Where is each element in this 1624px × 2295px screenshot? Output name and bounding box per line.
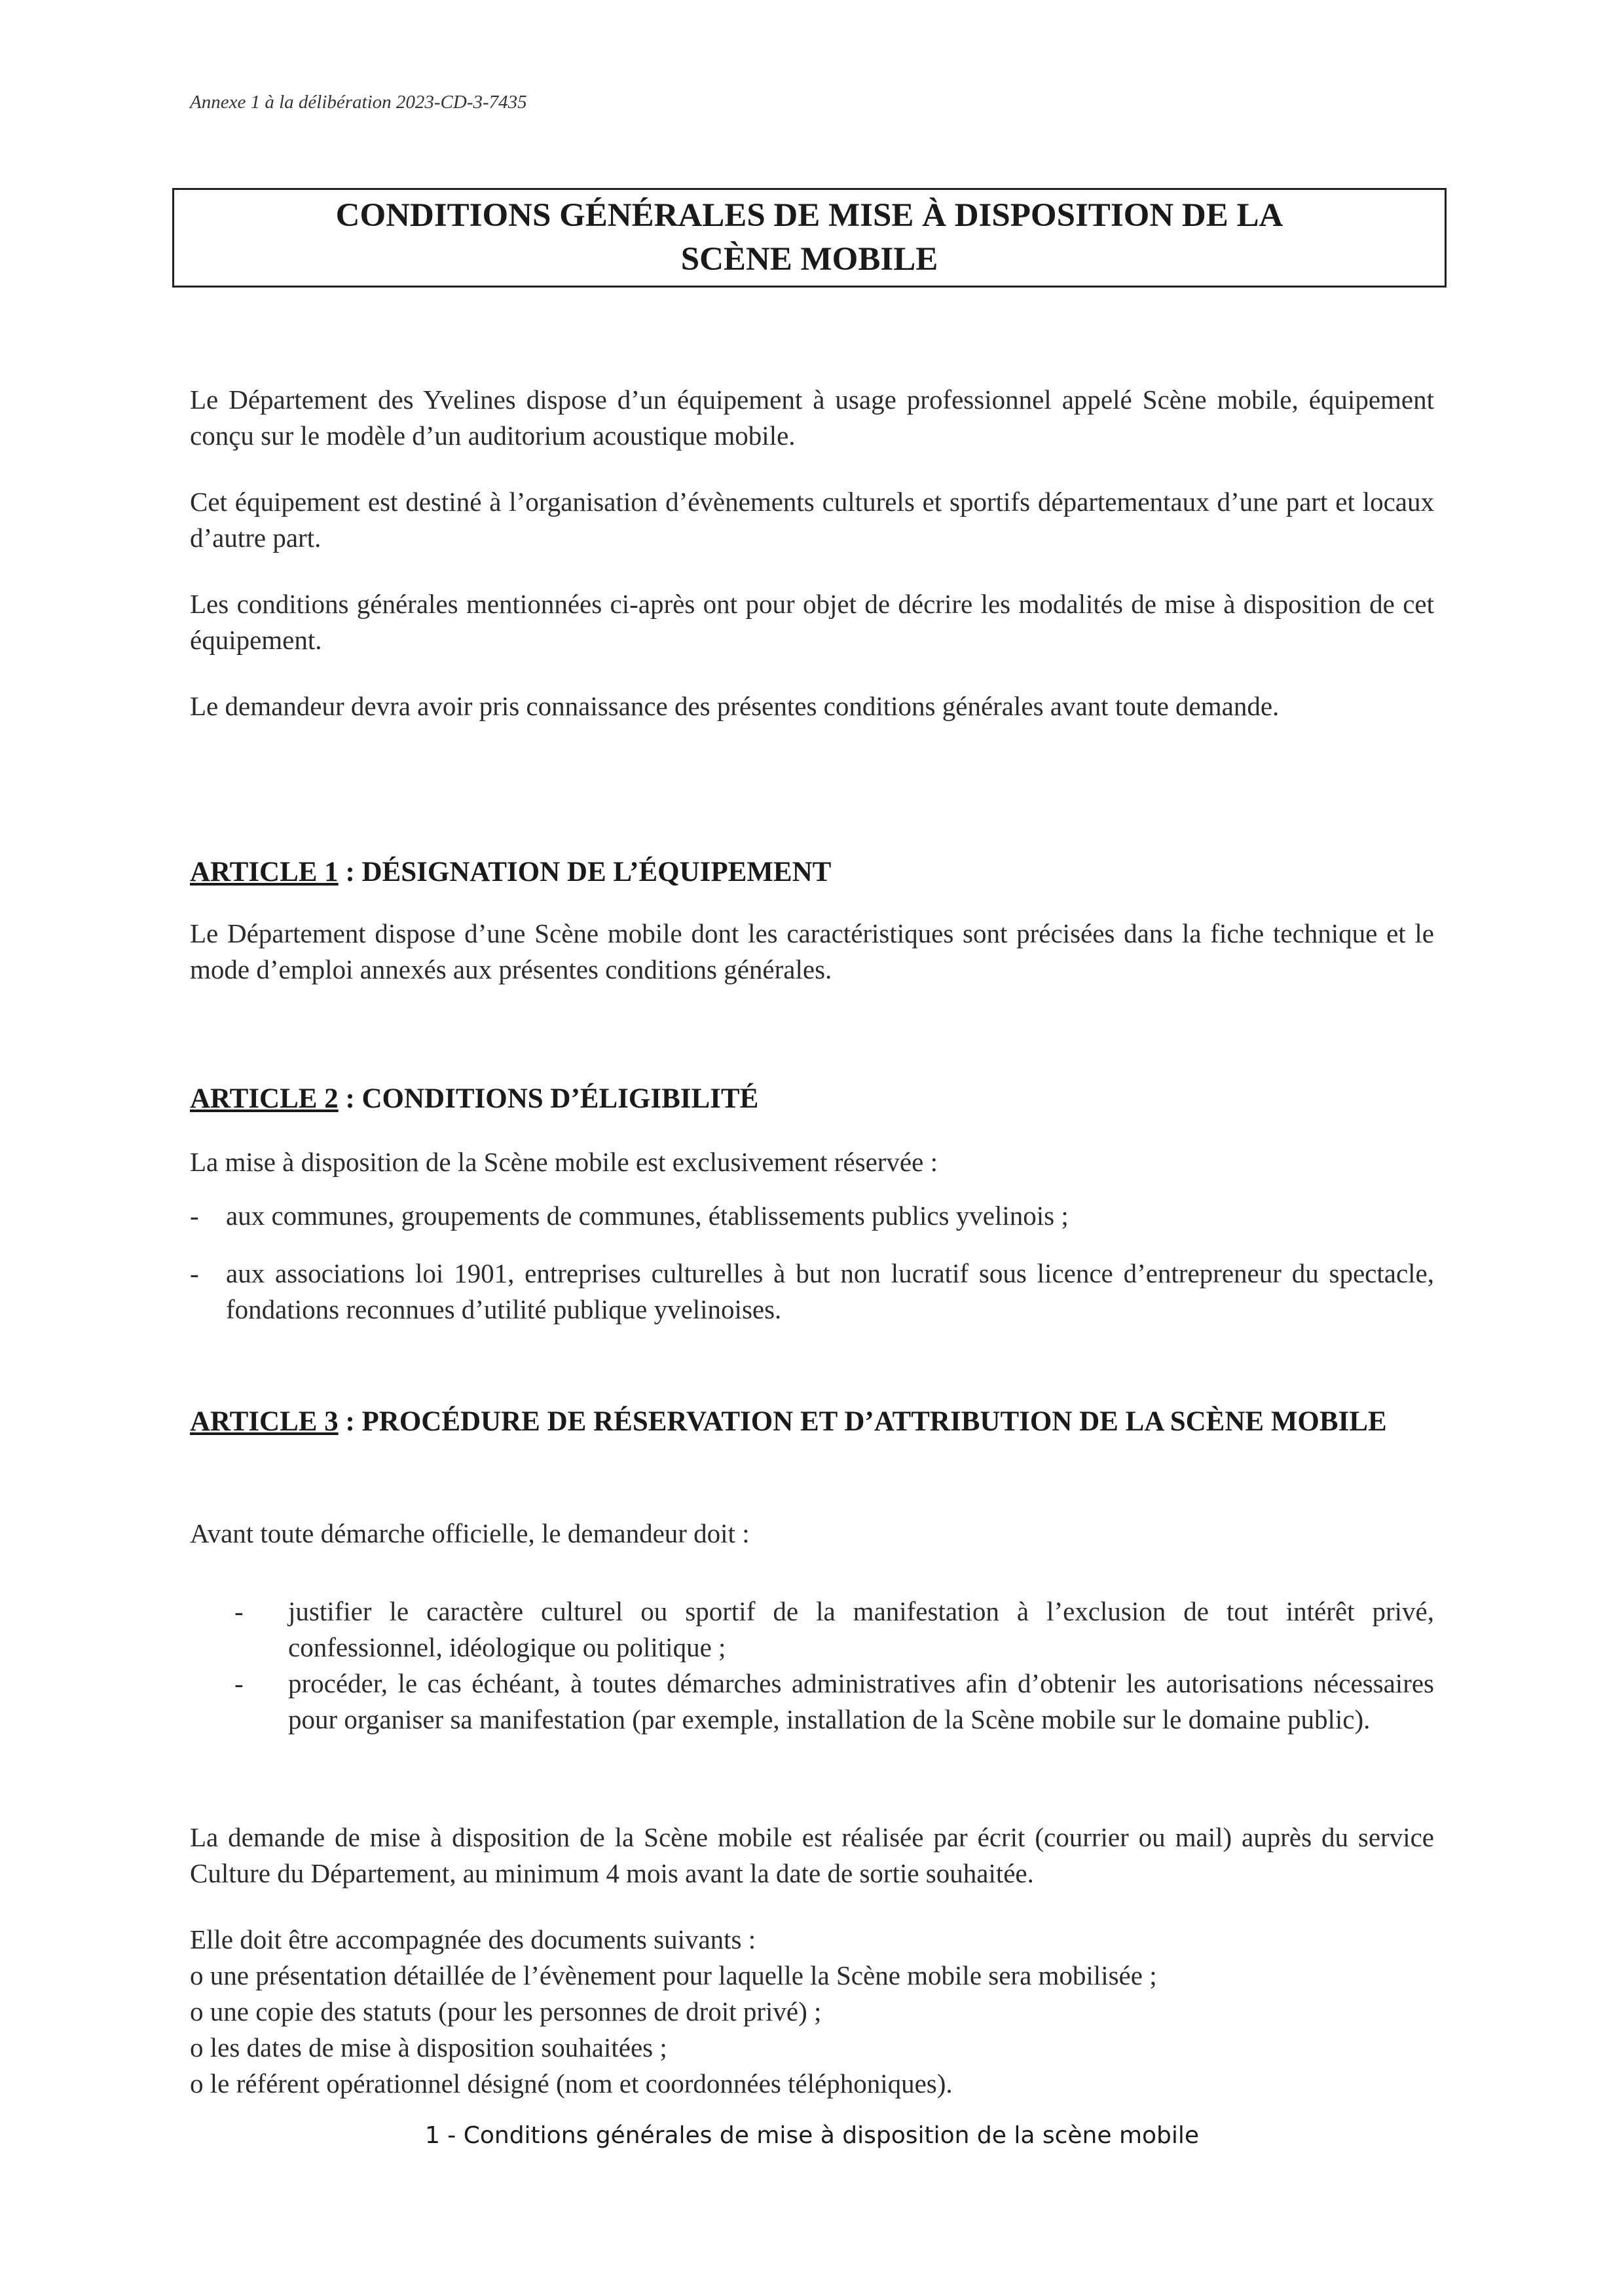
document-item: o une copie des statuts (pour les personnes de droit privé) ; — [190, 1996, 822, 2026]
intro-paragraph-1: Le Département des Yvelines dispose d’un équipement à usage professionnel appelé Scène mobile, équipement conçu sur le modèle d’un auditorium acoustique mobile. — [190, 384, 1434, 451]
article-1-title: : DÉSIGNATION DE L’ÉQUIPEMENT — [338, 857, 832, 887]
article-2-title: : CONDITIONS D’ÉLIGIBILITÉ — [338, 1083, 759, 1114]
title-box — [172, 188, 1447, 288]
page-footer: 1 - Conditions générales de mise à disposition de la scène mobile — [424, 2122, 1200, 2149]
document-title — [318, 194, 1301, 282]
document-item: o les dates de mise à disposition souhaitées ; — [190, 2032, 667, 2062]
intro-paragraph-2: Cet équipement est destiné à l’organisation d’évènements culturels et sportifs départementaux d’une part et locaux d’autre part. — [190, 487, 1434, 553]
document-item: o une présentation détaillée de l’évènement pour laquelle la Scène mobile sera mobilisée ; — [190, 1960, 1157, 1990]
title-line-2: SCÈNE MOBILE — [680, 241, 938, 278]
article-2-label: ARTICLE 2 — [190, 1083, 339, 1114]
list-item: - procéder, le cas échéant, à toutes démarches administratives afin d’obtenir les autorisations nécessaires pour organiser sa manifestation (par exemple, installation de la Scène mobile sur le domaine public). — [234, 1668, 1434, 1734]
article-1-text: Le Département dispose d’une Scène mobile dont les caractéristiques sont précisées dans la fiche technique et le mode d’emploi annexés aux présentes conditions générales. — [190, 918, 1434, 984]
list-item: - aux communes, groupements de communes, établissements publics yvelinois ; — [190, 1201, 1069, 1231]
article-3-title: : PROCÉDURE DE RÉSERVATION ET D’ATTRIBUTION DE LA SCÈNE MOBILE — [338, 1406, 1387, 1437]
article-3-docs-intro: Elle doit être accompagnée des documents suivants : — [190, 1924, 756, 1954]
intro-paragraph-3: Les conditions générales mentionnées ci-après ont pour objet de décrire les modalités de mise à disposition de cet équipement. — [190, 589, 1434, 655]
article-3-heading — [190, 1404, 1434, 1440]
list-item: - justifier le caractère culturel ou sportif de la manifestation à l’exclusion de tout intérêt privé, confessionnel, idéologique ou politique ; — [234, 1596, 1434, 1662]
article-3-text: Avant toute démarche officielle, le demandeur doit : — [190, 1518, 750, 1548]
intro-paragraph-4: Le demandeur devra avoir pris connaissance des présentes conditions générales avant toute demande. — [190, 691, 1280, 721]
article-3-label: ARTICLE 3 — [190, 1406, 339, 1437]
article-3-request: La demande de mise à disposition de la Scène mobile est réalisée par écrit (courrier ou mail) auprès du service Culture du Département, au minimum 4 mois avant la date de sortie souhaitée. — [190, 1822, 1434, 1888]
article-1-label: ARTICLE 1 — [190, 857, 339, 887]
title-line-1: CONDITIONS GÉNÉRALES DE MISE À DISPOSITION DE LA — [335, 197, 1283, 234]
document-item: o le référent opérationnel désigné (nom et coordonnées téléphoniques). — [190, 2068, 953, 2099]
article-2-heading — [190, 1081, 1434, 1117]
annex-reference: Annexe 1 à la délibération 2023-CD-3-7435 — [190, 92, 527, 113]
article-2-text: La mise à disposition de la Scène mobile est exclusivement réservée : — [190, 1147, 938, 1177]
article-1-heading — [190, 854, 1434, 890]
list-item: - aux associations loi 1901, entreprises culturelles à but non lucratif sous licence d’entrepreneur du spectacle, fondations reconnues d’utilité publique yvelinoises. — [190, 1258, 1434, 1324]
